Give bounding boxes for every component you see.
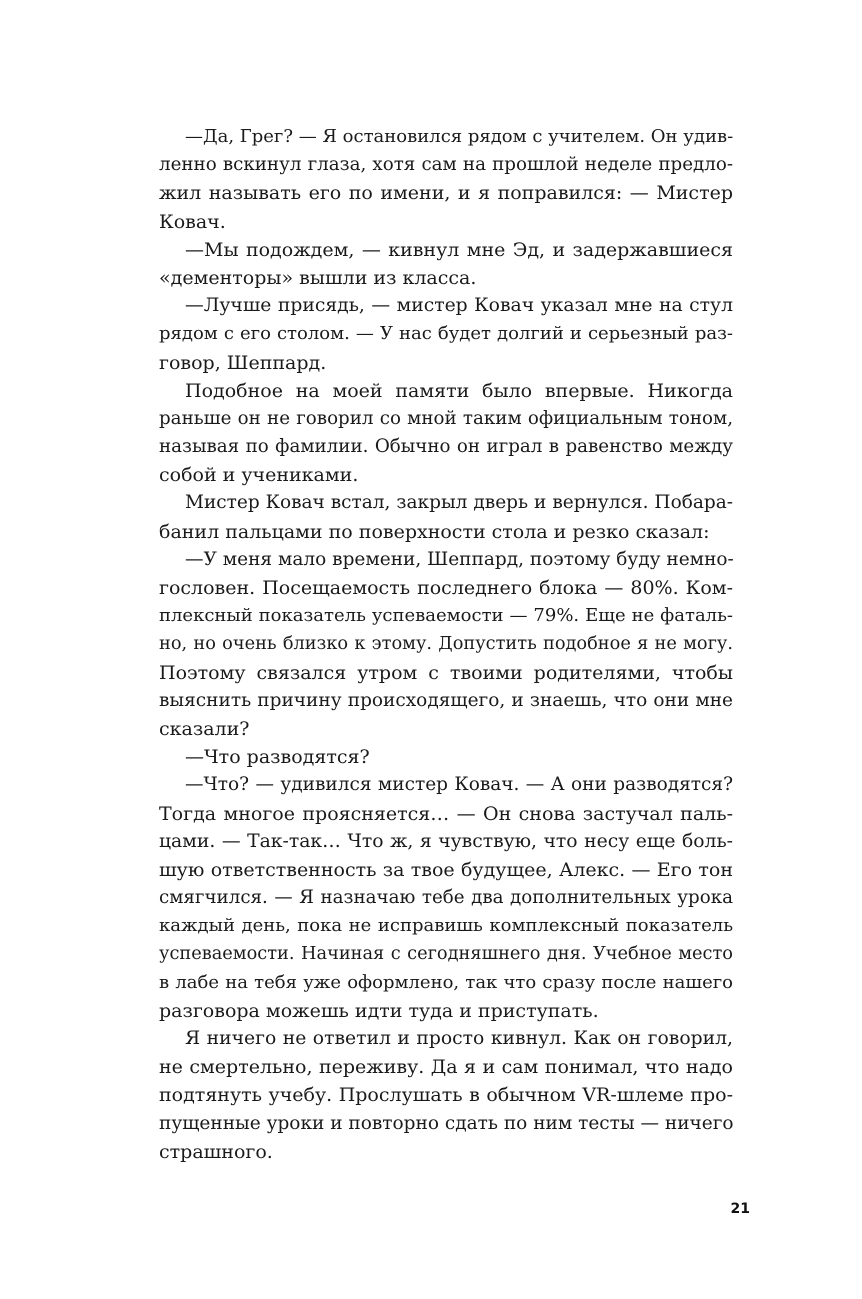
- text-line: раньше он не говорил со мной таким официальным тоном,: [159, 407, 733, 429]
- text-line: называя по фамилии. Обычно он играл в равенство между: [159, 436, 733, 458]
- text-line: ленно вскинул глаза, хотя сам на прошлой неделе предло-: [159, 154, 733, 176]
- text-line: говор, Шеппард.: [159, 351, 327, 374]
- text-line: разговора можешь идти туда и приступать.: [159, 999, 599, 1022]
- text-line: банил пальцами по поверхности стола и резко сказал:: [159, 520, 710, 543]
- text-line: плексный показатель успеваемости — 79%. Еще не фаталь-: [159, 605, 733, 627]
- text-line: цами. — Так-так… Что ж, я чувствую, что несу еще боль-: [159, 830, 733, 852]
- text-line: —Лучше присядь, — мистер Ковач указал мне на стул: [185, 295, 733, 317]
- text-line: рядом с его столом. — У нас будет долгий и серьезный раз-: [159, 323, 733, 345]
- text-line: «дементоры» вышли из класса.: [159, 266, 477, 289]
- text-line: Тогда многое проясняется… — Он снова застучал паль-: [159, 802, 733, 825]
- text-line: каждый день, пока не исправишь комплексный показатель: [159, 915, 733, 937]
- text-line: гословен. Посещаемость последнего блока — 80%. Ком-: [159, 577, 733, 599]
- text-line: Мистер Ковач встал, закрыл дверь и вернулся. Побара-: [185, 492, 733, 514]
- text-line: успеваемости. Начиная с сегодняшнего дня. Учебное место: [159, 944, 733, 965]
- text-line: —Что разводятся?: [185, 746, 370, 769]
- text-line: подтянуть учебу. Прослушать в обычном VR-шлеме про-: [159, 1084, 733, 1107]
- text-line: Подобное на моей памяти было впервые. Никогда: [185, 379, 733, 402]
- text-line: —Да, Грег? — Я остановился рядом с учителем. Он удив-: [185, 126, 734, 147]
- text-line: смягчился. — Я назначаю тебе два дополнительных урока: [159, 887, 733, 909]
- page-number: 21: [730, 1201, 750, 1217]
- text-line: Ковач.: [159, 210, 226, 233]
- text-line: но, но очень близко к этому. Допустить подобное я не могу.: [159, 634, 733, 655]
- text-line: —У меня мало времени, Шеппард, поэтому буду немно-: [185, 548, 734, 570]
- text-line: шую ответственность за твое будущее, Алекс. — Его тон: [159, 858, 733, 881]
- text-line: Поэтому связался утром с твоими родителями, чтобы: [159, 661, 733, 684]
- text-line: —Мы подождем, — кивнул мне Эд, и задержавшиеся: [185, 238, 733, 261]
- text-line: собой и учениками.: [159, 464, 359, 487]
- text-line: в лабе на тебя уже оформлено, так что сразу после нашего: [159, 971, 733, 993]
- text-line: не смертельно, переживу. Да я и сам понимал, что надо: [159, 1056, 733, 1079]
- text-line: —Что? — удивился мистер Ковач. — А они разводятся?: [185, 774, 733, 796]
- text-line: жил называть его по имени, и я поправился: — Мистер: [159, 182, 733, 205]
- text-line: страшного.: [159, 1140, 273, 1163]
- body-text: [159, 123, 733, 1166]
- text-line: Я ничего не ответил и просто кивнул. Как он говорил,: [185, 1028, 733, 1049]
- text-line: пущенные уроки и повторно сдать по ним тесты — ничего: [159, 1112, 734, 1134]
- text-line: выяснить причину происходящего, и знаешь, что они мне: [159, 689, 733, 711]
- text-line: сказали?: [159, 717, 250, 740]
